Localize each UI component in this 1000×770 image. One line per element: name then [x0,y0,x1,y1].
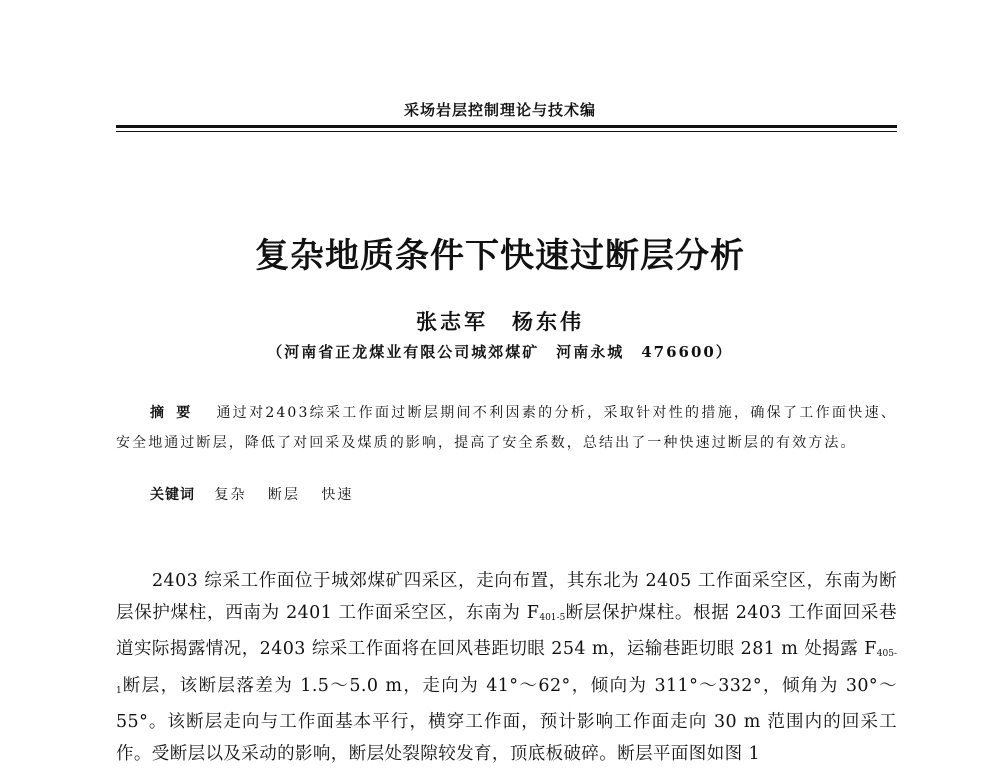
abstract-text: 通过对2403综采工作面过断层期间不利因素的分析，采取针对性的措施，确保了工作面快速、安全地通过断层，降低了对回采及煤质的影响，提高了安全系数，总结出了一种快速过断层的有效方法。 [116,405,897,451]
paper-authors: 张志军 杨东伟 [416,309,584,334]
author-affiliation: （河南省正龙煤业有限公司城郊煤矿 河南永城 476600） [267,343,733,361]
header-rule-thin [116,131,897,132]
paper-title: 复杂地质条件下快速过断层分析 [255,236,745,276]
body-paragraph [116,566,897,770]
body-text-part: 断层保护煤柱。根据 2403 工作面回采巷道实际揭露情况，2403 综采工作面将在回风巷距切眼 254 m，运输巷距切眼 281 m 处揭露 F [116,602,898,659]
keywords [150,484,369,504]
keyword-item: 复杂 [214,487,247,503]
body-text-part: 断层，该断层落差为 1.5～5.0 m，走向为 41°～62°，倾向为 311°～332°，倾角为 30°～55°。该断层走向与工作面基本平行，横穿工作面，预计影响工作面走向 30 m 范围内的回采工作。受断层以及采动的影响，断层处裂隙较发育，顶底板破碎。断层平面图如图 1 [116,675,897,764]
abstract-label: 摘要 [150,405,203,421]
keyword-item: 快速 [321,487,354,503]
keywords-label: 关键词 [150,487,195,503]
abstract [116,398,897,458]
fault-subscript: 405-1 [116,649,897,696]
body-text-part: 2403 综采工作面位于城郊煤矿四采区，走向布置，其东北为 2405 工作面采空区，东南为断层保护煤柱，西南为 2401 工作面采空区，东南为 F [116,571,897,623]
running-header: 采场岩层控制理论与技术编 [403,101,596,119]
keyword-item: 断层 [267,487,300,503]
fault-subscript: 401-5 [539,612,566,623]
header-rule-thick [116,125,897,128]
